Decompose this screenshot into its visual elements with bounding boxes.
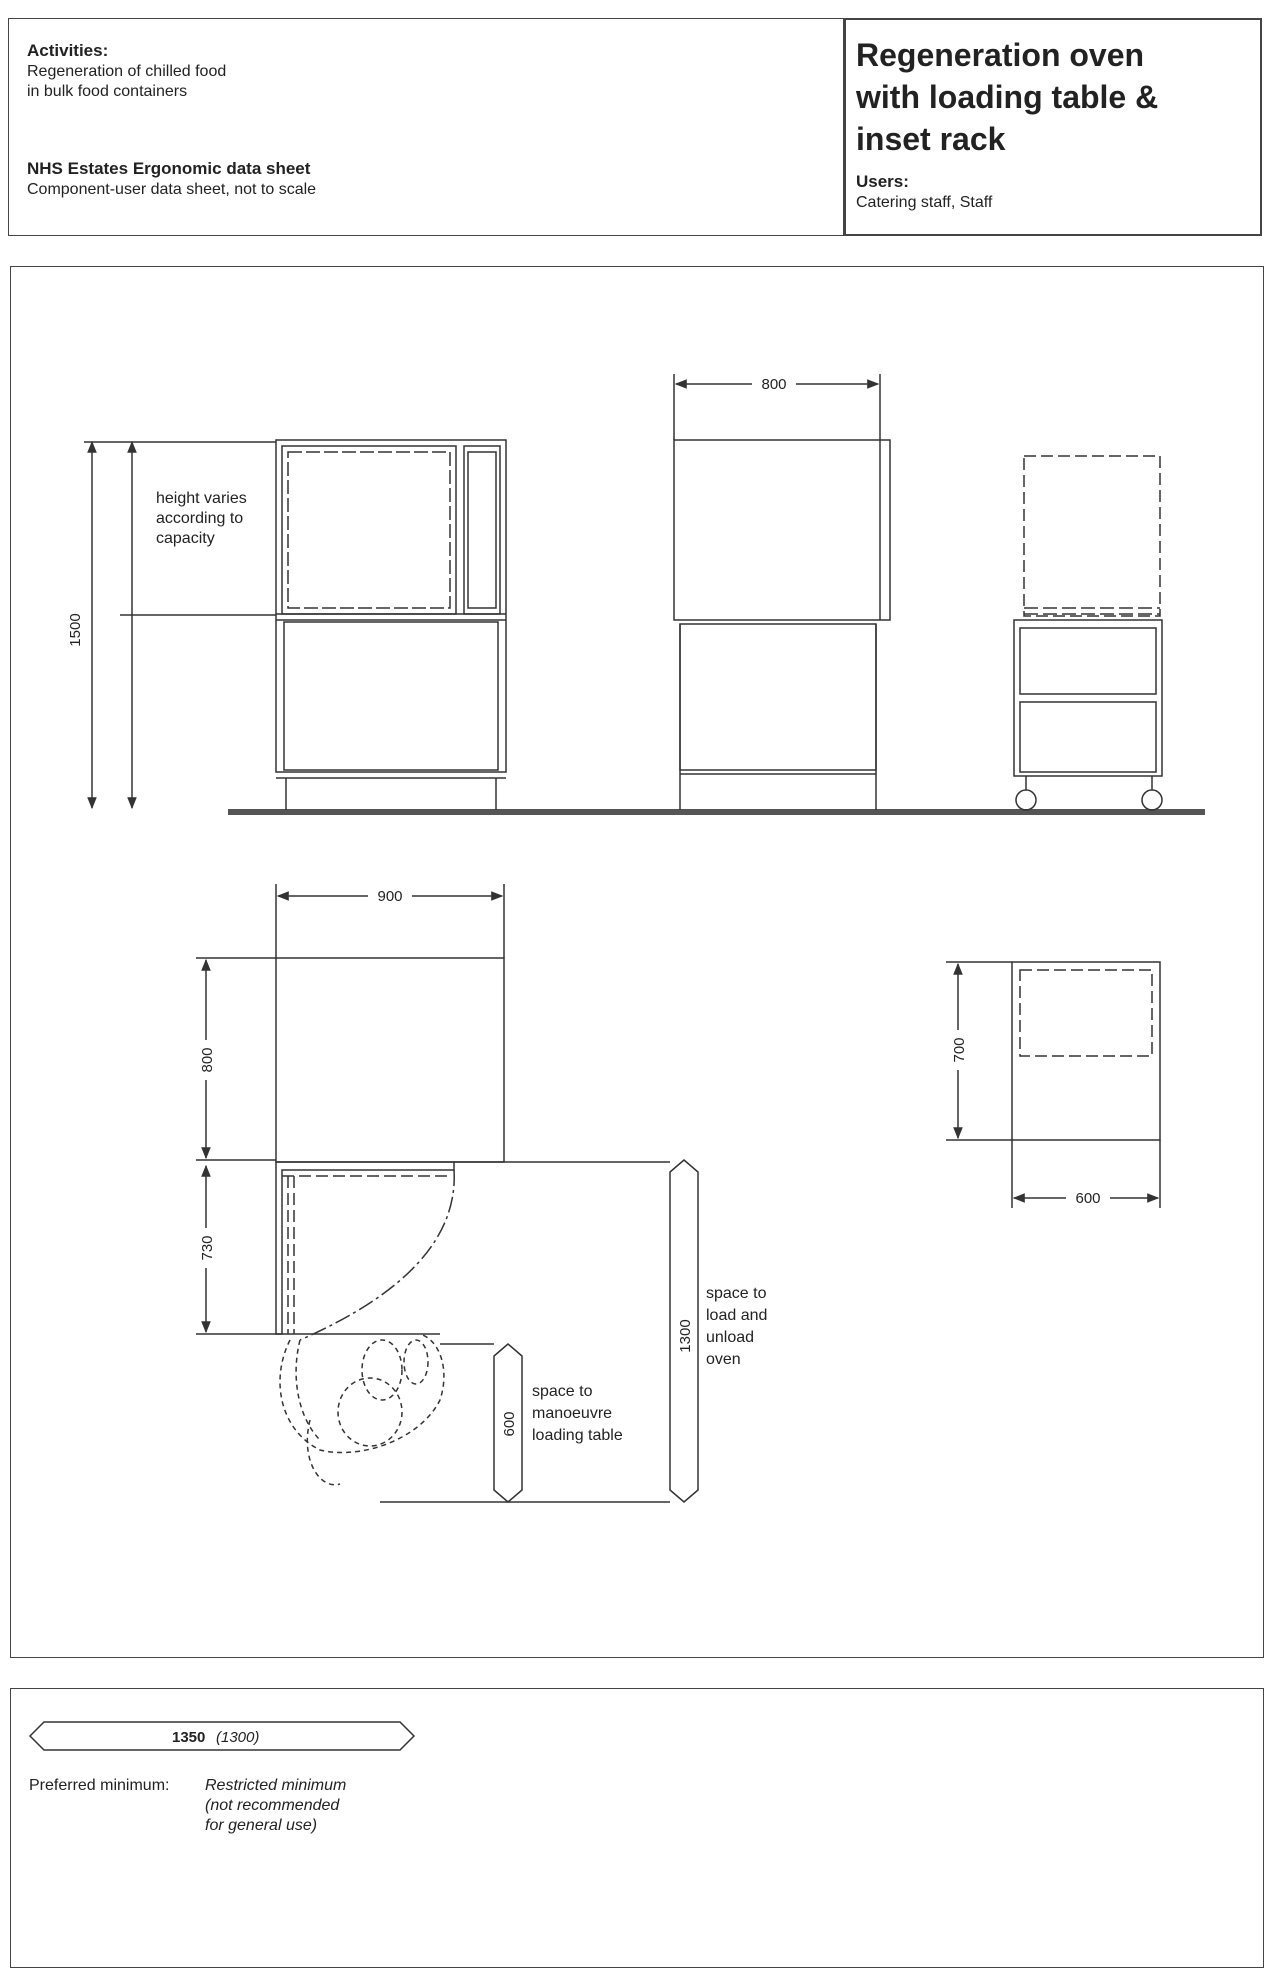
dim-rack-depth-label: 700 [951,1037,968,1063]
dim-plan-width-label: 900 [377,888,403,905]
rack-plan [1012,962,1160,1140]
person-outline [280,1334,444,1485]
oven-side-elevation [674,440,890,810]
load-note-line3: unload [706,1329,755,1346]
users-label: Users: [856,172,909,191]
dim-plan-depth-label: 800 [199,1047,216,1073]
activities-label: Activities: [27,41,109,60]
load-note-line4: oven [706,1351,741,1368]
sheet-title: NHS Estates Ergonomic data sheet [27,159,311,178]
restricted-line3: for general use) [205,1817,318,1834]
manoeuvre-note-line2: manoeuvre [532,1405,613,1422]
dim-side-width-label: 800 [761,376,787,393]
dim-height-label: 1500 [67,613,84,647]
users-text: Catering staff, Staff [856,194,993,211]
preferred-value: 1350 [172,1729,206,1746]
dim-table-depth-label: 730 [199,1235,216,1261]
restricted-line2: (not recommended [205,1797,340,1814]
manoeuvre-note-line1: space to [532,1383,593,1400]
sheet-subtitle: Component-user data sheet, not to scale [27,181,317,198]
restricted-line1: Restricted minimum [205,1777,347,1794]
height-note-line2: according to [156,510,244,527]
oven-front-elevation [276,440,506,810]
activities-text-line2: in bulk food containers [27,83,188,100]
load-note-line2: load and [706,1307,768,1324]
restricted-value: (1300) [216,1729,260,1746]
main-title-line3: inset rack [856,121,1006,157]
load-note-line1: space to [706,1285,767,1302]
footer-panel [10,1688,1264,1968]
rack-elevation [1014,456,1162,810]
activities-text-line1: Regeneration of chilled food [27,63,227,80]
height-note-line1: height varies [156,490,247,507]
height-note-line3: capacity [156,530,215,547]
dim-manoeuvre-label: 600 [501,1411,518,1437]
oven-plan [276,958,504,1340]
main-title-line2: with loading table & [856,79,1159,115]
dim-rack-width-label: 600 [1075,1190,1101,1207]
dim-load-space-label: 1300 [677,1319,694,1353]
main-title-line1: Regeneration oven [856,37,1145,73]
preferred-label: Preferred minimum: [29,1777,170,1794]
manoeuvre-note-line3: loading table [532,1427,623,1444]
